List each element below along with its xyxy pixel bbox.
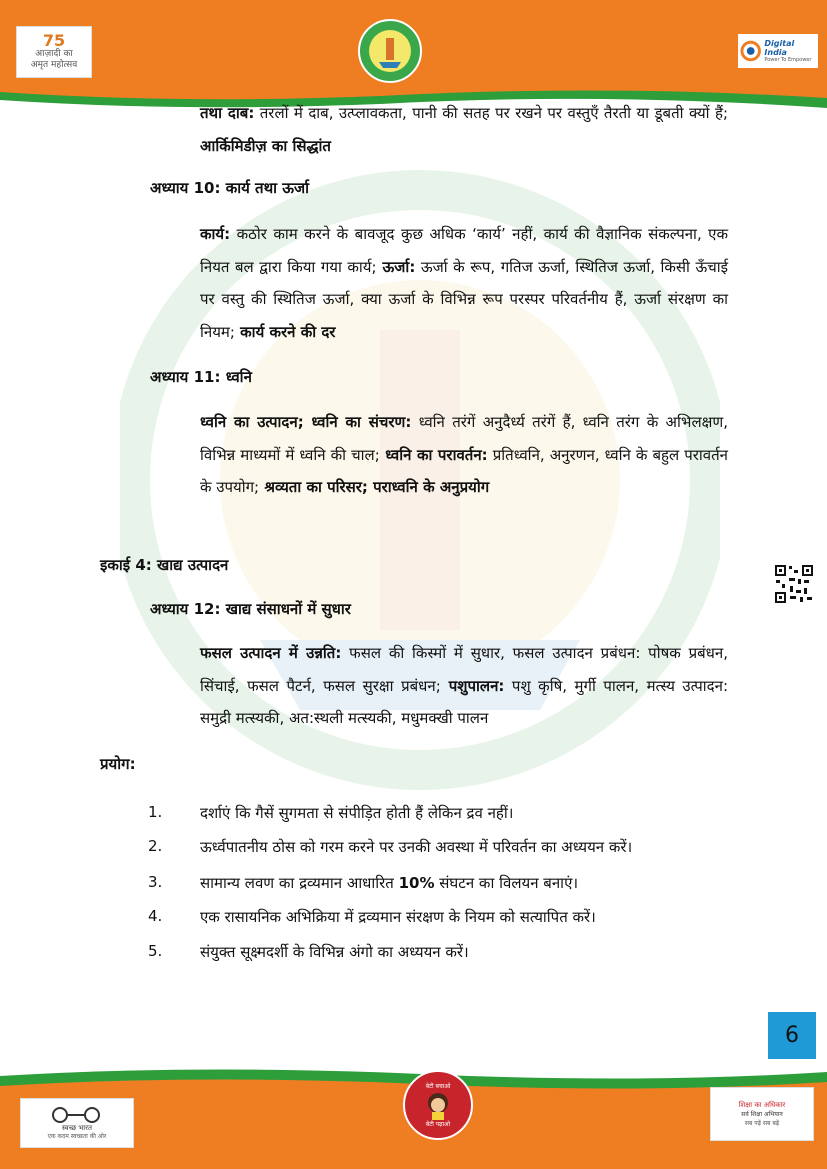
emblem-logo (357, 18, 423, 84)
swachh-bharat-logo: स्वच्छ भारत एक कदम स्वच्छता की ओर (20, 1098, 134, 1148)
experiment-text: दर्शाएं कि गैसें सुगमता से संपीड़ित होती हैं लेकिन द्रव नहीं। (200, 804, 514, 822)
digital-india-icon (740, 40, 761, 62)
experiment-text: ऊर्ध्वपातनीय ठोस को गरम करने पर उनकी अवस्था में परिवर्तन का अध्ययन करें। (200, 838, 633, 856)
qr-code[interactable] (774, 564, 814, 604)
girl-icon (423, 1090, 453, 1120)
paragraph-sound: ध्वनि का उत्पादन; ध्वनि का संचरण: ध्वनि तरंगें अनुदैर्ध्य तरंगें हैं, ध्वनि तरंग के अभिलक्षण, विभिन्न माध्यमों में ध्वनि की चाल; ध्वनि का परावर्तन: प्रतिध्वनि, अनुरणन, ध्वनि के बहुल परावर्तन के उपयोग; श्रव्यता का परिसर; पराध्वनि के अनुप्रयोग (200, 413, 728, 496)
experiment-number: 2. (148, 837, 163, 855)
experiment-text: एक रासायनिक अभिक्रिया में द्रव्यमान संरक्षण के नियम को सत्यापित करें। (200, 908, 596, 926)
shiksha-ka-adhikar-logo: शिक्षा का अधिकार सर्व शिक्षा अभियान सब पढ़ें सब बढ़ें (710, 1087, 814, 1141)
unit-4-heading: इकाई 4: खाद्य उत्पादन (100, 556, 229, 574)
beti-bachao-logo: बेटी बचाओ बेटी पढ़ाओ (403, 1070, 473, 1140)
glasses-icon (42, 1106, 112, 1124)
paragraph-work-energy: कार्य: कठोर काम करने के बावजूद कुछ अधिक ‘कार्य’ नहीं, कार्य की वैज्ञानिक संकल्पना, एक नियत बल द्वारा किया गया कार्य; ऊर्जा: ऊर्जा के रूप, गतिज ऊर्जा, स्थितिज ऊर्जा, किसी ऊँचाई पर वस्तु की स्थितिज ऊर्जा, क्या ऊर्जा के विभिन्न रूप परस्पर परिवर्तनीय हैं, ऊर्जा संरक्षण का नियम; कार्य करने की दर (200, 225, 729, 341)
experiment-text: सामान्य लवण का द्रव्यमान आधारित 10% संघटन का विलयन बनाएं। (200, 874, 579, 892)
azadi-amrit-mahotsav-logo: 75 आज़ादी का अमृत महोत्सव (16, 26, 92, 78)
experiment-number: 4. (148, 907, 163, 925)
paragraph-pressure: तथा दाब: तरलों में दाब, उत्प्लावकता, पानी की सतह पर रखने पर वस्तुएँ तैरती या डूबती क्यों हैं; आर्किमिडीज़ का सिद्धांत (200, 104, 729, 155)
chapter-12-heading: अध्याय 12: खाद्य संसाधनों में सुधार (150, 600, 351, 618)
experiment-number: 1. (148, 803, 163, 821)
digital-india-logo: Digital India Power To Empower (738, 34, 818, 68)
chapter-10-heading: अध्याय 10: कार्य तथा ऊर्जा (150, 179, 310, 197)
paragraph-food-resources: फसल उत्पादन में उन्नति: फसल की किस्मों में सुधार, फसल उत्पादन प्रबंधन: पोषक प्रबंधन, सिंचाई, फसल पैटर्न, फसल सुरक्षा प्रबंधन; पशुपालन: पशु कृषि, मुर्गी पालन, मत्स्य उत्पादन: समुद्री मत्स्यकी, अत:स्थली मत्स्यकी, मधुमक्खी पालन (200, 644, 728, 727)
experiments-heading: प्रयोग: (100, 755, 136, 773)
experiment-text: संयुक्त सूक्ष्मदर्शी के विभिन्न अंगो का अध्ययन करें। (200, 943, 469, 961)
page-number: 6 (768, 1012, 816, 1059)
experiment-number: 3. (148, 873, 163, 891)
experiment-number: 5. (148, 942, 163, 960)
chapter-11-heading: अध्याय 11: ध्वनि (150, 368, 252, 386)
